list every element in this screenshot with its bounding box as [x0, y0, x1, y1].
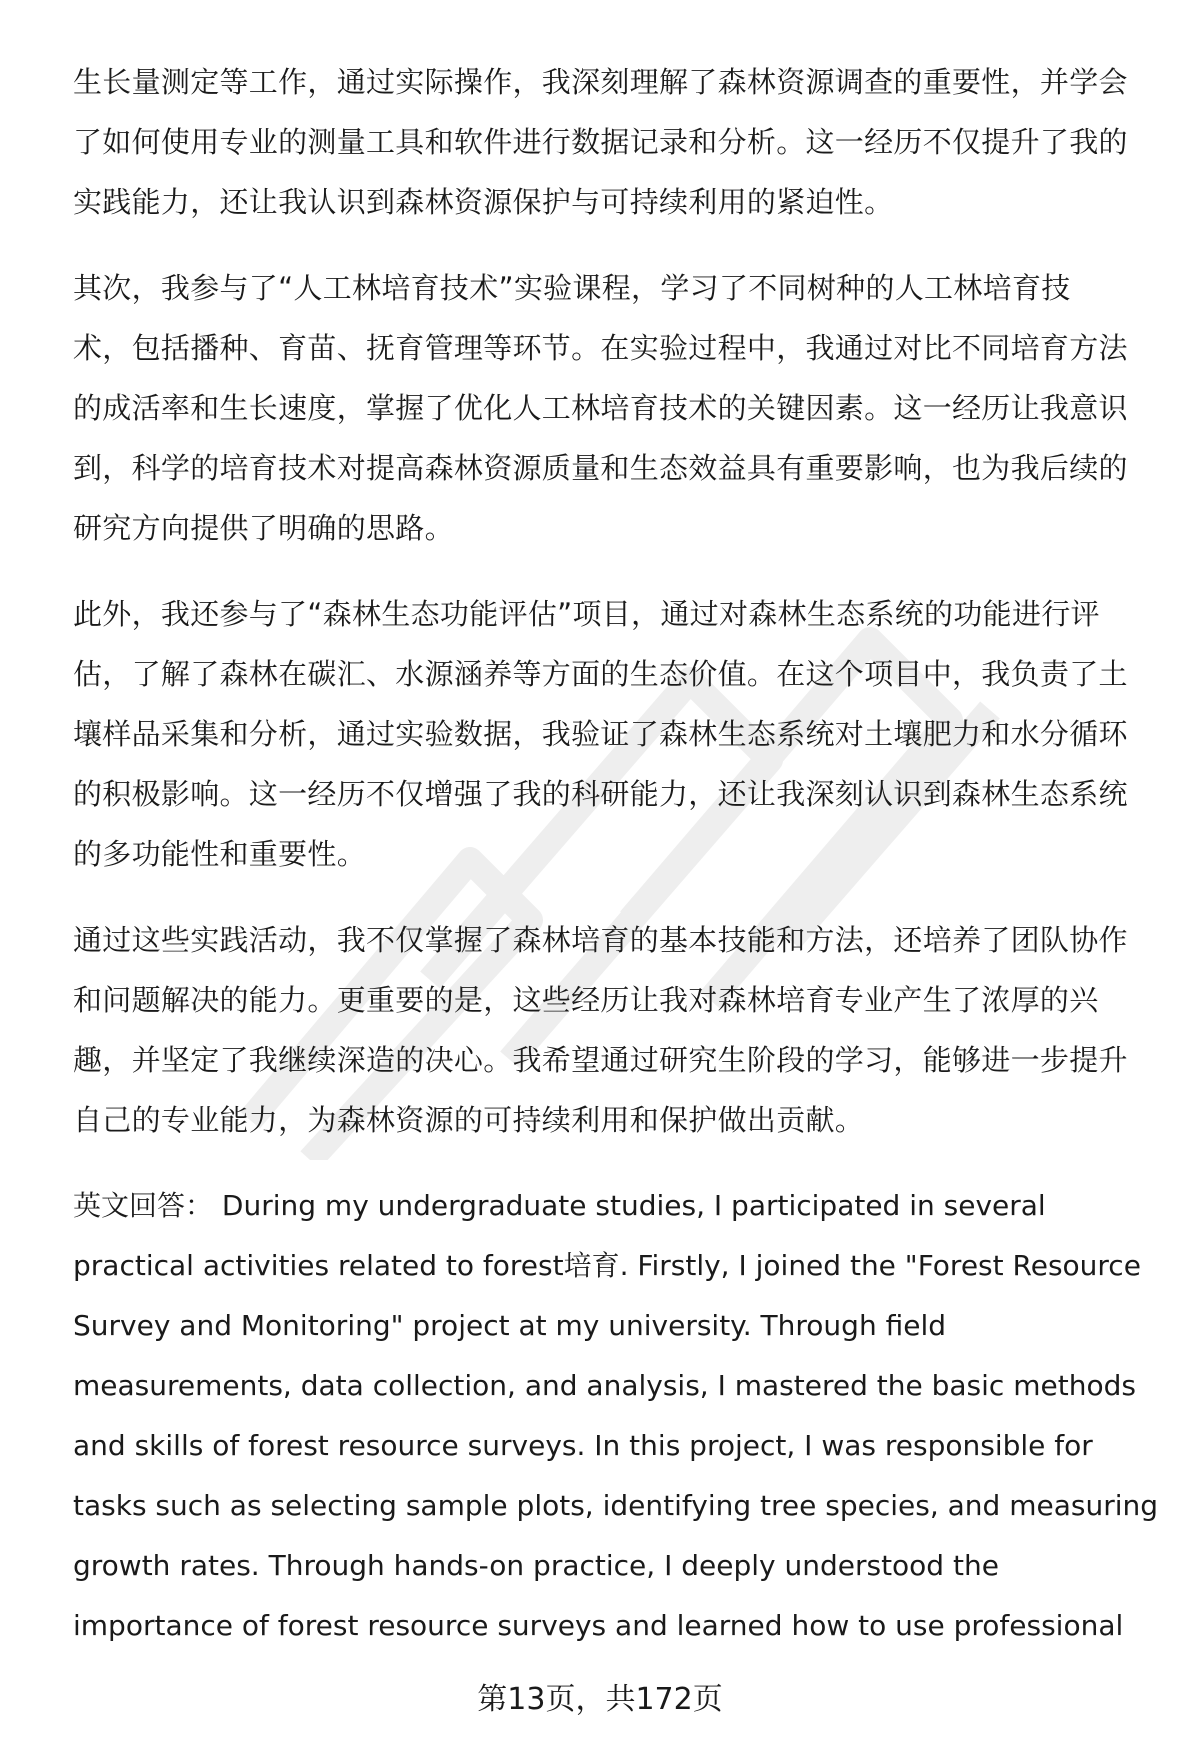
text-line: 的积极影响。这一经历不仅增强了我的科研能力，还让我深刻认识到森林生态系统 — [73, 777, 1128, 811]
paragraph-1 — [73, 52, 1165, 232]
text-line: 到，科学的培育技术对提高森林资源质量和生态效益具有重要影响，也为我后续的 — [73, 451, 1128, 485]
text-line: 自己的专业能力，为森林资源的可持续利用和保护做出贡献。 — [73, 1103, 865, 1137]
text-line: practical activities related to forest培育. Firstly, I joined the "Forest Resource — [73, 1249, 1141, 1282]
paragraph-2 — [73, 258, 1165, 558]
paragraph-english-answer — [73, 1176, 1165, 1656]
text-line: 趣，并坚定了我继续深造的决心。我希望通过研究生阶段的学习，能够进一步提升 — [73, 1043, 1128, 1077]
text-line: 的成活率和生长速度，掌握了优化人工林培育技术的关键因素。这一经历让我意识 — [73, 391, 1128, 425]
text-line: measurements, data collection, and analysis, I mastered the basic methods — [73, 1369, 1136, 1402]
text-line: importance of forest resource surveys and learned how to use professional — [73, 1609, 1124, 1642]
text-line: growth rates. Through hands-on practice, I deeply understood the — [73, 1549, 999, 1582]
page-number: 第13页，共172页 — [477, 1682, 723, 1717]
text-line: 和问题解决的能力。更重要的是，这些经历让我对森林培育专业产生了浓厚的兴 — [73, 983, 1099, 1017]
text-line: 通过这些实践活动，我不仅掌握了森林培育的基本技能和方法，还培养了团队协作 — [73, 923, 1128, 957]
paragraph-4 — [73, 910, 1165, 1150]
text-line: 估，了解了森林在碳汇、水源涵养等方面的生态价值。在这个项目中，我负责了土 — [73, 657, 1128, 691]
paragraph-3 — [73, 584, 1165, 884]
text-line: 壤样品采集和分析，通过实验数据，我验证了森林生态系统对土壤肥力和水分循环 — [73, 717, 1128, 751]
text-line: 研究方向提供了明确的思路。 — [73, 511, 454, 545]
text-line: 实践能力，还让我认识到森林资源保护与可持续利用的紧迫性。 — [73, 185, 894, 219]
text-line: 生长量测定等工作，通过实际操作，我深刻理解了森林资源调查的重要性，并学会 — [73, 65, 1128, 99]
text-line: 此外，我还参与了“森林生态功能评估”项目，通过对森林生态系统的功能进行评 — [73, 597, 1100, 631]
document-body — [73, 52, 1165, 1682]
text-line: 的多功能性和重要性。 — [73, 837, 367, 871]
text-line: tasks such as selecting sample plots, identifying tree species, and measuring — [73, 1489, 1158, 1522]
text-line: and skills of forest resource surveys. In this project, I was responsible for — [73, 1429, 1093, 1462]
text-line: Survey and Monitoring" project at my university. Through field — [73, 1309, 947, 1342]
text-line: 术，包括播种、育苗、抚育管理等环节。在实验过程中，我通过对比不同培育方法 — [73, 331, 1128, 365]
text-line: 其次，我参与了“人工林培育技术”实验课程，学习了不同树种的人工林培育技 — [73, 271, 1071, 305]
text-line: 英文回答： During my undergraduate studies, I participated in several — [73, 1189, 1046, 1222]
text-line: 了如何使用专业的测量工具和软件进行数据记录和分析。这一经历不仅提升了我的 — [73, 125, 1128, 159]
